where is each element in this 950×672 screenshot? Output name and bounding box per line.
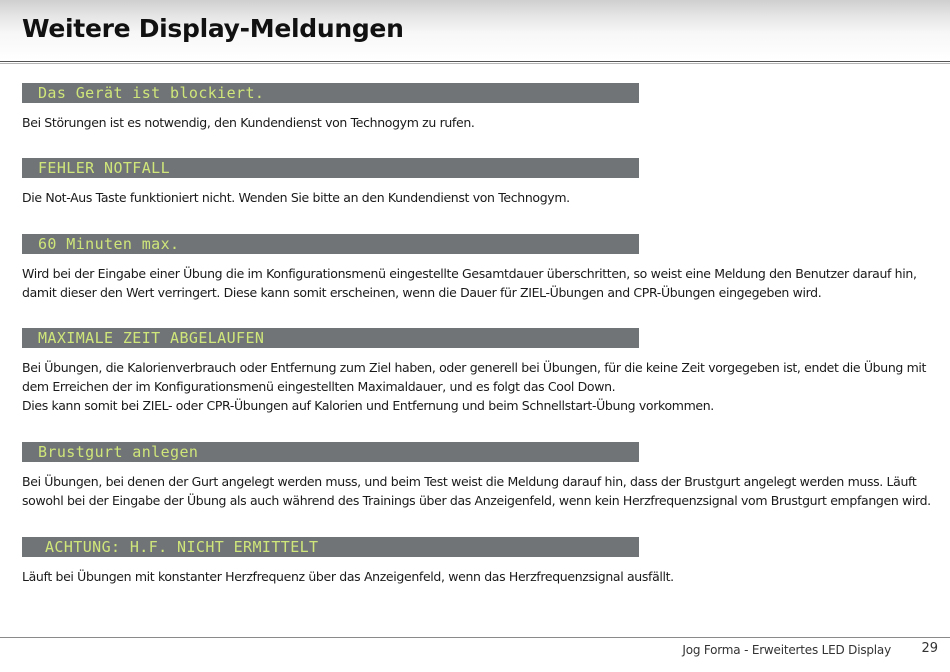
message-description: [22, 358, 932, 415]
page-number: 29: [921, 641, 938, 656]
message-section-max-time-elapsed: [22, 328, 932, 415]
description-paragraph: Bei Übungen, die Kalorienverbrauch oder Entfernung zum Ziel haben, oder generell bei Übungen, für die keine Zeit vorgegeben ist, endet die Übung mit dem Erreichen der im Konfigurationsmenü eingestellten Maximaldauer, und es folgt das Cool Down.: [22, 360, 927, 394]
description-paragraph: Dies kann somit bei ZIEL- oder CPR-Übungen auf Kalorien und Entfernung und beim Schnellstart-Übung vorkommen.: [22, 398, 714, 413]
description-paragraph: Die Not-Aus Taste funktioniert nicht. Wenden Sie bitte an den Kundendienst von Technogym.: [22, 190, 570, 205]
header-divider: [0, 61, 950, 62]
description-paragraph: Bei Störungen ist es notwendig, den Kundendienst von Technogym zu rufen.: [22, 115, 475, 130]
message-description: [22, 113, 932, 132]
message-description: [22, 472, 932, 510]
description-paragraph: Wird bei der Eingabe einer Übung die im Konfigurationsmenü eingestellte Gesamtdauer überschritten, so weist eine Meldung den Benutzer darauf hin, damit dieser den Wert verringert. Diese kann somit erscheinen, wenn die Dauer für ZIEL-Übungen and CPR-Übungen eingegeben wird.: [22, 266, 917, 300]
description-paragraph: Bei Übungen, bei denen der Gurt angelegt werden muss, und beim Test weist die Meldung darauf hin, dass der Brustgurt angelegt werden muss. Läuft sowohl bei der Eingabe der Übung als auch während des Trainings über das Anzeigenfeld, wenn kein Herzfrequenzsignal vom Brustgurt empfangen wird.: [22, 474, 931, 508]
display-message-bar: FEHLER NOTFALL: [22, 158, 639, 178]
footer-divider: [0, 637, 950, 638]
header-divider-secondary: [0, 63, 950, 64]
display-message-bar: Brustgurt anlegen: [22, 442, 639, 462]
message-description: [22, 567, 932, 586]
message-section-heart-rate-not-detected: [22, 537, 932, 586]
display-message-bar: Das Gerät ist blockiert.: [22, 83, 639, 103]
message-description: [22, 264, 932, 302]
message-section-chest-strap: [22, 442, 932, 510]
page-header: [0, 0, 950, 60]
display-message-bar: MAXIMALE ZEIT ABGELAUFEN: [22, 328, 639, 348]
description-paragraph: Läuft bei Übungen mit konstanter Herzfrequenz über das Anzeigenfeld, wenn das Herzfrequenzsignal ausfällt.: [22, 569, 674, 584]
page-title: Weitere Display-Meldungen: [22, 14, 404, 43]
message-description: [22, 188, 932, 207]
message-section-60-minutes-max: [22, 234, 932, 302]
display-message-bar: 60 Minuten max.: [22, 234, 639, 254]
footer-document-title: Jog Forma - Erweitertes LED Display: [682, 643, 891, 657]
message-section-emergency-error: [22, 158, 932, 207]
message-section-blocked: [22, 83, 932, 132]
display-message-bar: ACHTUNG: H.F. NICHT ERMITTELT: [22, 537, 639, 557]
